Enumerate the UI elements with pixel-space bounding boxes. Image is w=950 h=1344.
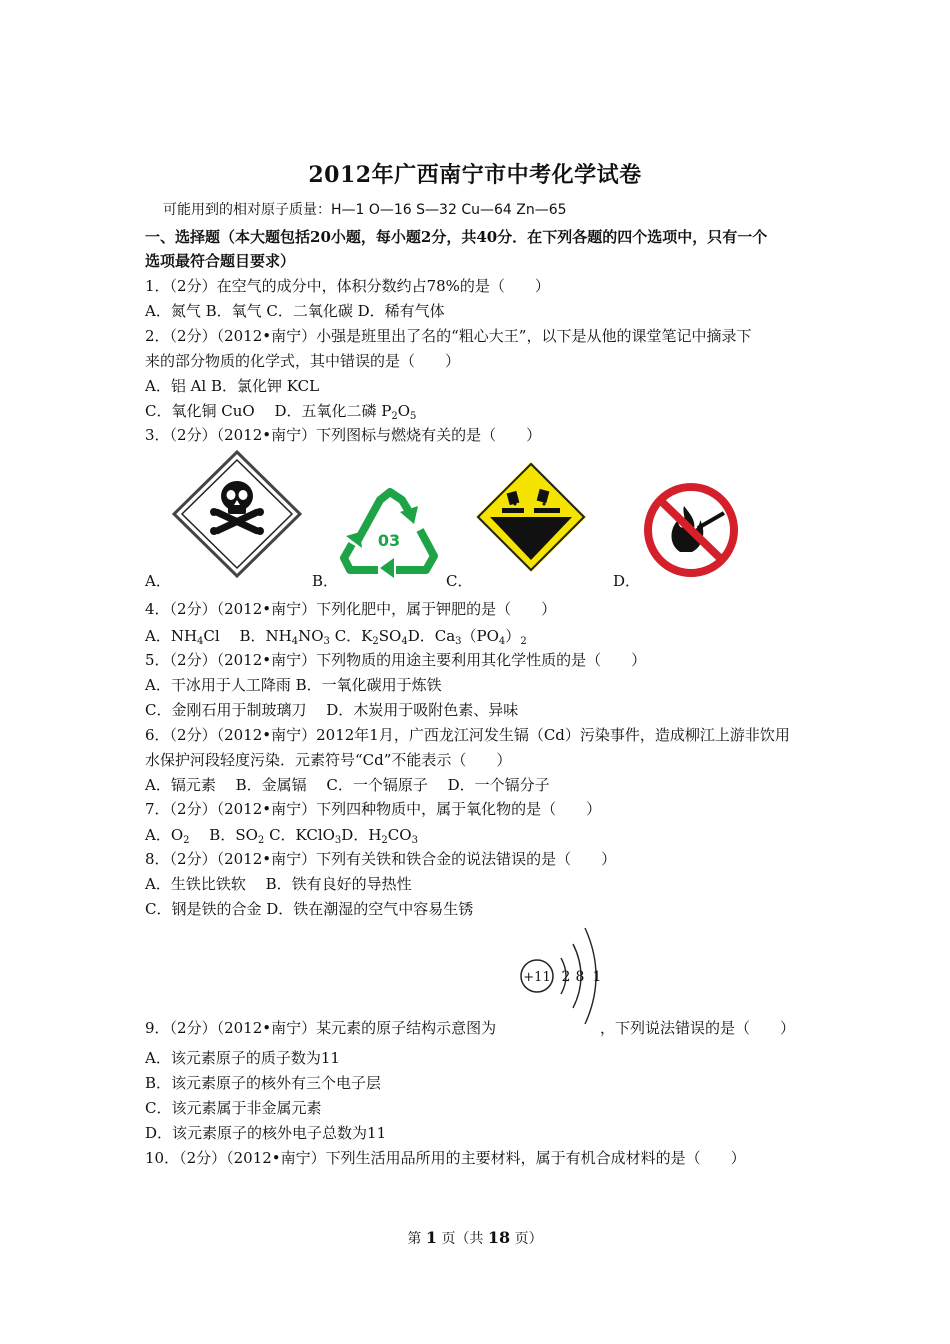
q9-stem-part2: ，下列说法错误的是（ ） xyxy=(600,1019,796,1037)
q3-label-a: A． xyxy=(145,572,171,590)
q8-options-cd: C．钢是铁的合金 D．铁在潮湿的空气中容易生锈 xyxy=(145,900,474,918)
no-open-flame-icon xyxy=(640,482,742,578)
recycle-number: 03 xyxy=(377,531,401,550)
q6-stem-line2: 水保护河段轻度污染．元素符号“Cd”不能表示（ ） xyxy=(145,751,512,769)
q3-label-b: B． xyxy=(312,572,339,590)
q2-stem-line1: 2．（2分）（2012•南宁）小强是班里出了名的“粗心大王”，以下是从他的课堂笔记中摘录下 xyxy=(145,327,752,345)
page-footer: 第 1 页（共 18 页） xyxy=(407,1228,543,1247)
page-title: 2012年广西南宁市中考化学试卷 xyxy=(308,162,642,188)
q9-stem-part1: 9．（2分）（2012•南宁）某元素的原子结构示意图为 xyxy=(145,1019,497,1037)
q2-options-cd: C．氧化铜 CuO D．五氧化二磷 $P_2O_5$ xyxy=(145,402,417,422)
atomic-structure-diagram xyxy=(515,920,607,1030)
shell-2-electrons: 8 xyxy=(575,969,585,985)
q3-stem: 3．（2分）（2012•南宁）下列图标与燃烧有关的是（ ） xyxy=(145,426,542,444)
q6-options: A．镉元素 B．金属镉 C．一个镉原子 D．一个镉分子 xyxy=(145,776,550,794)
q5-stem: 5．（2分）（2012•南宁）下列物质的用途主要利用其化学性质的是（ ） xyxy=(145,651,647,669)
nucleus-charge: +11 xyxy=(523,970,551,985)
q6-stem-line1: 6．（2分）（2012•南宁）2012年1月，广西龙江河发生镉（Cd）污染事件，造成柳江上游非饮用 xyxy=(145,726,790,744)
atomic-masses: 可能用到的相对原子质量：H—1 O—16 S—32 Cu—64 Zn—65 xyxy=(163,202,567,218)
q5-options-ab: A．干冰用于人工降雨 B．一氧化碳用于炼铁 xyxy=(145,676,442,694)
toxic-skull-icon xyxy=(172,450,302,578)
total-pages: 18 xyxy=(487,1228,511,1247)
q10-stem: 10．（2分）（2012•南宁）下列生活用品所用的主要材料，属于有机合成材料的是（ ） xyxy=(145,1149,746,1167)
q9-option-d: D．该元素原子的核外电子总数为11 xyxy=(145,1124,387,1142)
q1-stem: 1．（2分）在空气的成分中，体积分数约占78%的是（ ） xyxy=(145,277,550,295)
q5-options-cd: C．金刚石用于制玻璃刀 D．木炭用于吸附色素、异味 xyxy=(145,701,519,719)
q9-option-b: B．该元素原子的核外有三个电子层 xyxy=(145,1074,382,1092)
q9-option-a: A．该元素原子的质子数为11 xyxy=(145,1049,340,1067)
corrosive-icon xyxy=(474,460,588,574)
q8-stem: 8．（2分）（2012•南宁）下列有关铁和铁合金的说法错误的是（ ） xyxy=(145,850,617,868)
q7-stem: 7．（2分）（2012•南宁）下列四种物质中，属于氧化物的是（ ） xyxy=(145,800,602,818)
q3-label-d: D． xyxy=(613,572,641,590)
q8-options-ab: A．生铁比铁软 B．铁有良好的导热性 xyxy=(145,875,412,893)
recycle-icon xyxy=(336,478,444,578)
q7-options: A．$O_2$ B．$SO_2$ C．KClO$_3$D．$H_2CO_3$ xyxy=(145,826,418,846)
section-heading-line2: 选项最符合题目要求） xyxy=(145,252,296,270)
q2-options-ab: A．铝 Al B．氯化钾 KCL xyxy=(145,377,320,395)
q4-stem: 4．（2分）（2012•南宁）下列化肥中，属于钾肥的是（ ） xyxy=(145,600,557,618)
q3-label-c: C． xyxy=(446,572,473,590)
shell-3-electrons: 1 xyxy=(592,969,602,985)
q2-stem-line2: 来的部分物质的化学式，其中错误的是（ ） xyxy=(145,352,461,370)
q1-options: A．氮气 B．氧气 C．二氧化碳 D．稀有气体 xyxy=(145,302,445,320)
section-heading-line1: 一、选择题（本大题包括20小题，每小题2分，共40分．在下列各题的四个选项中，只有一个 xyxy=(145,228,768,246)
shell-1-electrons: 2 xyxy=(561,969,571,985)
q9-option-c: C．该元素属于非金属元素 xyxy=(145,1099,322,1117)
q4-options: A．$NH_4Cl$ B．$NH_4NO_3$ C．$K_2SO_4D$．$Ca_3(PO_4)_2$ xyxy=(145,627,527,647)
current-page-number: 1 xyxy=(425,1228,437,1247)
